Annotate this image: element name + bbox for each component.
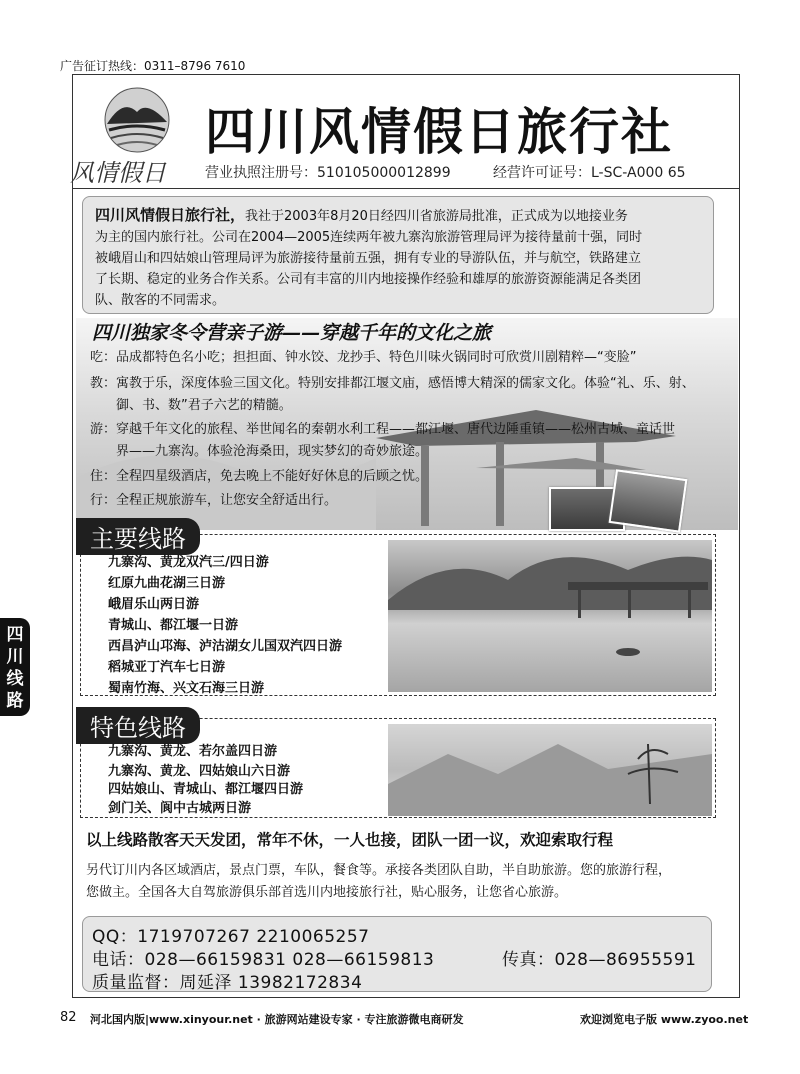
footer-publisher: 河北国内版|www.xinyour.net · 旅游网站建设专家 · 专注旅游微电商研发 [90, 1013, 464, 1026]
route-item: 四姑娘山、青城山、都江堰四日游 [108, 782, 304, 797]
fax-contact: 传真：028—86955591 [502, 950, 697, 970]
route-item: 蜀南竹海、兴文石海三日游 [108, 681, 265, 696]
special-routes-tag: 特色线路 [76, 707, 200, 744]
route-item: 稻城亚丁汽车七日游 [108, 660, 226, 675]
side-tab-line: 四川 [6, 625, 24, 667]
page-number: 82 [60, 1010, 77, 1025]
phone-contact: 电话：028—66159831 028—66159813 [92, 950, 435, 970]
feature-line-eat: 吃：品成都特色名小吃；担担面、钟水饺、龙抄手、特色川味火锅同时可欣赏川剧精粹—“变脸” [90, 350, 637, 365]
extra-line: 您做主。全国各大自驾旅游俱乐部首选川内地接旅行社，贴心服务，让您省心旅游。 [86, 885, 568, 900]
route-item: 峨眉乐山两日游 [108, 597, 200, 612]
intro-agency-name: 四川风情假日旅行社， [95, 206, 246, 224]
sichuan-routes-side-tab [0, 618, 30, 716]
main-routes-tag: 主要线路 [76, 518, 200, 555]
intro-line: 我社于2003年8月20日经四川省旅游局批准，正式成为以地接业务 [245, 209, 628, 224]
route-item: 九寨沟、黄龙、四姑娘山六日游 [108, 764, 291, 779]
extra-services [86, 860, 726, 904]
qq-contact: QQ：1719707267 2210065257 [92, 927, 370, 947]
route-item: 九寨沟、黄龙双汽三/四日游 [108, 555, 269, 570]
intro-box [82, 196, 714, 314]
operating-permit: 经营许可证号：L-SC-A000 65 [493, 165, 686, 181]
route-item: 九寨沟、黄龙、若尔盖四日游 [108, 744, 278, 759]
intro-line: 了长期、稳定的业务合作关系。公司有丰富的川内地接操作经验和雄厚的旅游资源能满足各类团 [95, 272, 642, 287]
slogan: 以上线路散客天天发团，常年不休，一人也接，团队一团一议，欢迎索取行程 [86, 831, 614, 849]
lake-scenery-image [388, 540, 712, 692]
feature-line-learn: 教：寓教于乐，深度体验三国文化。特别安排都江堰文庙，感悟博大精深的儒家文化。体验“礼、乐、射、 [90, 376, 695, 391]
route-item: 剑门关、阆中古城两日游 [108, 801, 252, 816]
feature-line-tour: 游：穿越千年文化的旅程、举世闻名的秦朝水利工程——都江堰、唐代边陲重镇——松州古城、童话世 [90, 422, 676, 437]
feature-line-learn-cont: 御、书、数”君子六艺的精髓。 [116, 398, 292, 413]
agency-logo [103, 86, 171, 154]
opera-mask-photo [609, 469, 688, 532]
feature-line-travel: 行：全程正规旅游车，让您安全舒适出行。 [90, 493, 338, 508]
side-tab-line: 线路 [6, 669, 24, 711]
route-item: 青城山、都江堰一日游 [108, 618, 239, 633]
snow-scenery-image [388, 724, 712, 816]
ad-hotline: 广告征订热线：0311–8796 7610 [60, 59, 246, 73]
feature-title: 四川独家冬令营亲子游——穿越千年的文化之旅 [92, 322, 492, 344]
intro-line: 队、散客的不同需求。 [95, 293, 226, 308]
footer-ebook-link: 欢迎浏览电子版 www.zyoo.net [580, 1013, 749, 1026]
agency-title: 四川风情假日旅行社 [205, 103, 673, 161]
feature-line-tour-cont: 界——九寨沟。体验沧海桑田，现实梦幻的奇妙旅途。 [116, 444, 429, 459]
intro-line: 被峨眉山和四姑娘山管理局评为旅游接待量前五强，拥有专业的导游队伍，并与航空，铁路建立 [95, 251, 642, 266]
feature-line-stay: 住：全程四星级酒店，免去晚上不能好好休息的后顾之忧。 [90, 469, 429, 484]
extra-line: 另代订川内各区域酒店，景点门票，车队，餐食等。承接各类团队自助，半自助旅游。您的旅游行程， [86, 863, 672, 878]
route-item: 红原九曲花湖三日游 [108, 576, 226, 591]
route-item: 西昌泸山邛海、泸沽湖女儿国双汽四日游 [108, 639, 343, 654]
header-divider [72, 188, 740, 189]
quality-supervisor: 质量监督：周延泽 13982172834 [92, 973, 363, 993]
intro-line: 为主的国内旅行社。公司在2004—2005连续两年被九寨沟旅游管理局评为接待量前十强，同时 [95, 230, 643, 245]
business-license: 营业执照注册号：510105000012899 [205, 165, 451, 181]
logo-wordmark: 风情假日 [70, 159, 166, 187]
